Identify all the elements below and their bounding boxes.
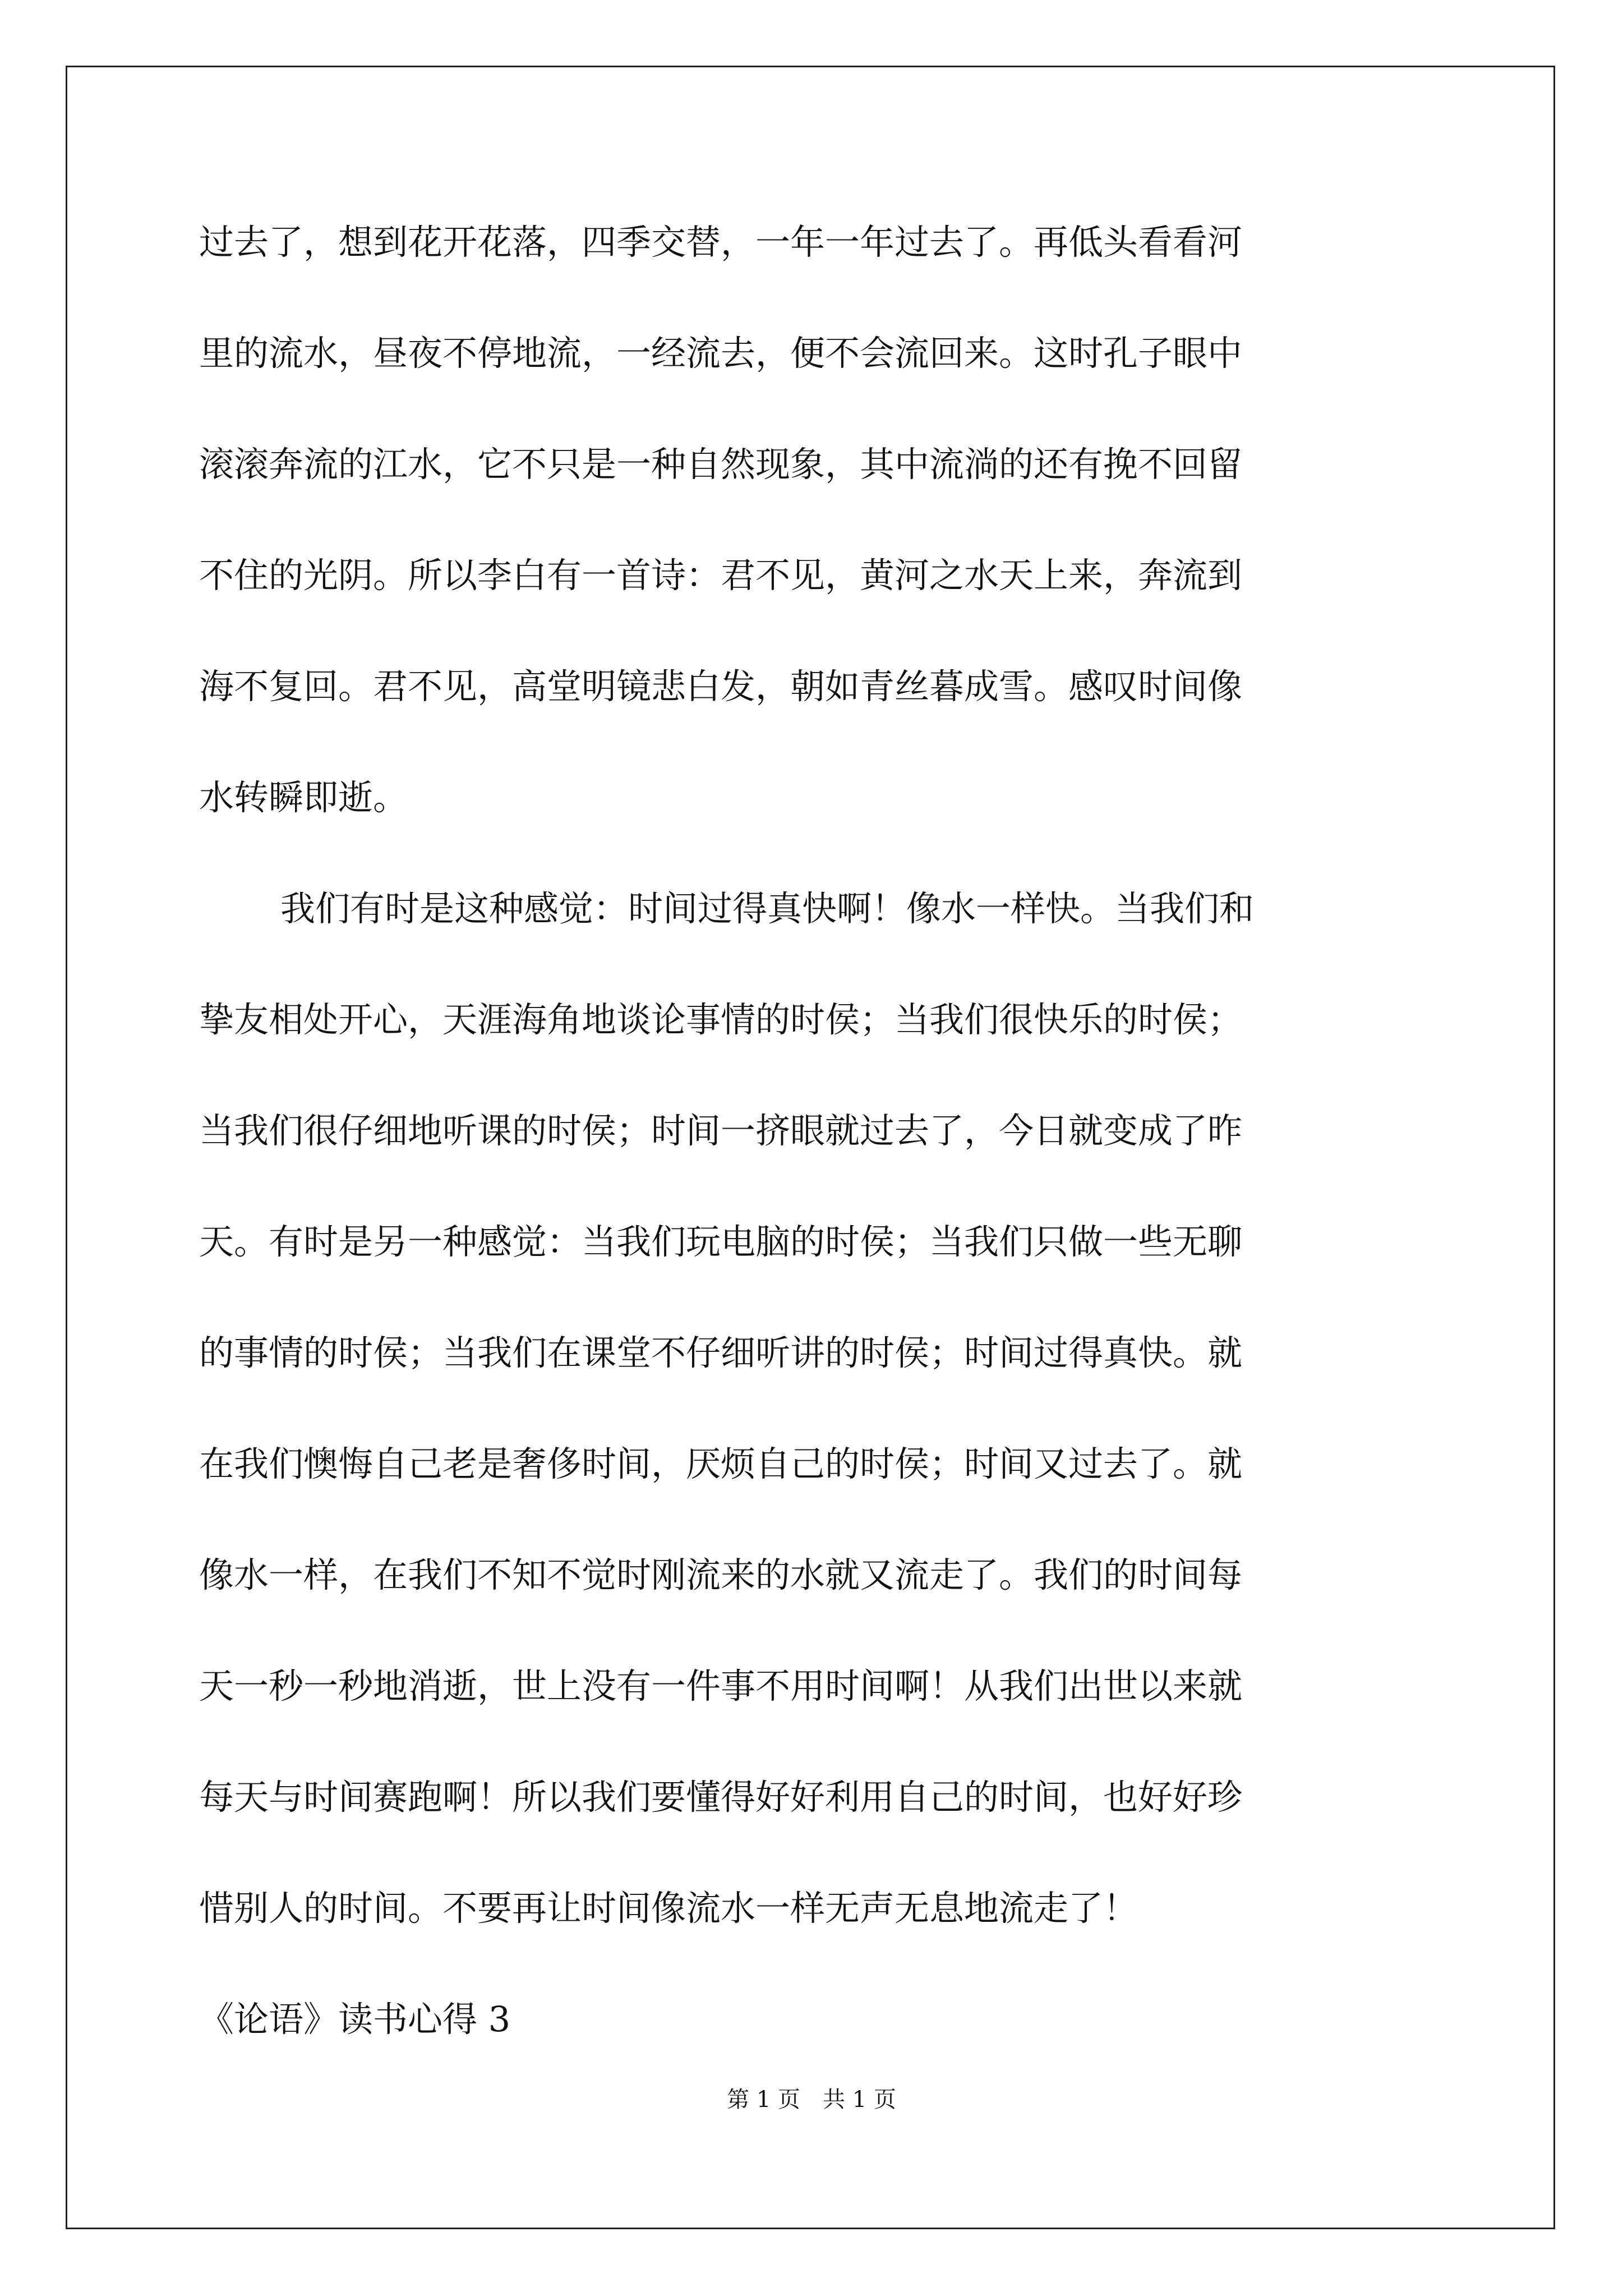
text-line: 过去了，想到花开花落，四季交替，一年一年过去了。再低头看看河: [199, 222, 1243, 263]
paragraph-1: [199, 214, 1427, 881]
document-body: [199, 214, 1427, 2102]
section-heading: 《论语》读书心得 3: [199, 1999, 511, 2040]
text-line: 的事情的时侯；当我们在课堂不仔细听讲的时侯；时间过得真快。就: [199, 1332, 1243, 1373]
text-line: 海不复回。君不见，高堂明镜悲白发，朝如青丝暮成雪。感叹时间像: [199, 666, 1243, 707]
text-line: 天一秒一秒地消逝，世上没有一件事不用时间啊！从我们出世以来就: [199, 1665, 1243, 1706]
text-line: 当我们很仔细地听课的时侯；时间一挤眼就过去了，今日就变成了昨: [199, 1110, 1243, 1151]
text-line: 滚滚奔流的江水，它不只是一种自然现象，其中流淌的还有挽不回留: [199, 444, 1243, 485]
text-line: 惜别人的时间。不要再让时间像流水一样无声无息地流走了！: [199, 1888, 1138, 1929]
text-line: 每天与时间赛跑啊！所以我们要懂得好好利用自己的时间，也好好珍: [199, 1777, 1243, 1818]
text-line: 里的流水，昼夜不停地流，一经流去，便不会流回来。这时孔子眼中: [199, 333, 1243, 374]
page-number-footer: 第 1 页 共 1 页: [727, 2087, 896, 2113]
text-line: 在我们懊悔自己老是奢侈时间，厌烦自己的时侯；时间又过去了。就: [199, 1443, 1243, 1484]
text-line: 挚友相处开心，天涯海角地谈论事情的时侯；当我们很快乐的时侯；: [199, 999, 1243, 1040]
text-line: 水转瞬即逝。: [199, 777, 408, 818]
text-line: 像水一样，在我们不知不觉时刚流来的水就又流走了。我们的时间每: [199, 1554, 1243, 1595]
text-line: 天。有时是另一种感觉：当我们玩电脑的时侯；当我们只做一些无聊: [199, 1221, 1243, 1262]
text-line: 不住的光阴。所以李白有一首诗：君不见，黄河之水天上来，奔流到: [199, 555, 1243, 596]
text-line: 我们有时是这种感觉：时间过得真快啊！像水一样快。当我们和: [280, 888, 1255, 929]
paragraph-2: [199, 881, 1427, 1991]
